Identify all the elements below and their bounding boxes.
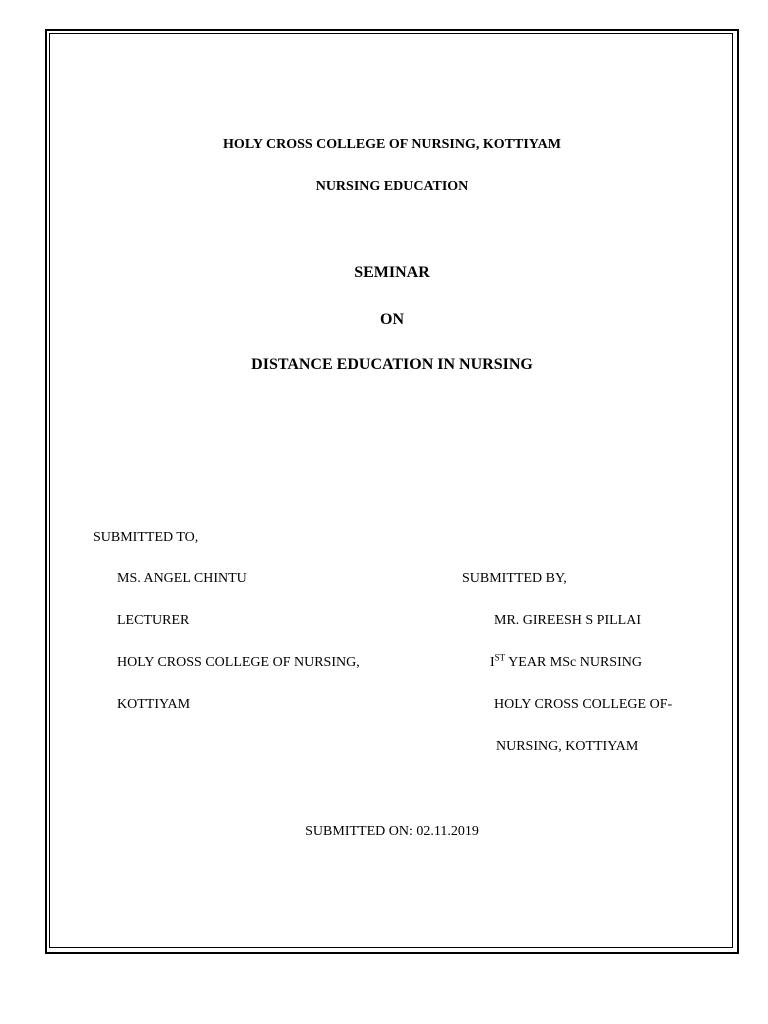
submitted-on-date: SUBMITTED ON: 02.11.2019	[305, 824, 479, 839]
submitted-by-year	[490, 652, 642, 671]
submitted-by-institution-line1: HOLY CROSS COLLEGE OF-	[494, 697, 673, 712]
year-prefix: I	[490, 655, 495, 670]
submitted-to-designation: LECTURER	[117, 613, 190, 628]
subject-heading: NURSING EDUCATION	[315, 179, 469, 194]
submitted-to-heading: SUBMITTED TO,	[93, 530, 199, 545]
page-border-inner	[49, 33, 733, 948]
title-topic: DISTANCE EDUCATION IN NURSING	[251, 356, 533, 373]
title-seminar: SEMINAR	[354, 264, 430, 281]
submitted-by-institution-line2: NURSING, KOTTIYAM	[496, 739, 639, 754]
submitted-to-institution: HOLY CROSS COLLEGE OF NURSING,	[117, 655, 360, 670]
submitted-to-place: KOTTIYAM	[117, 697, 191, 712]
year-superscript: ST	[494, 652, 506, 663]
title-on: ON	[380, 311, 404, 328]
submitted-by-heading: SUBMITTED BY,	[462, 571, 567, 586]
year-rest: YEAR MSc NURSING	[505, 655, 642, 670]
submitted-by-name: MR. GIREESH S PILLAI	[494, 613, 642, 628]
submitted-to-name: MS. ANGEL CHINTU	[117, 571, 247, 586]
college-heading: HOLY CROSS COLLEGE OF NURSING, KOTTIYAM	[223, 137, 561, 152]
